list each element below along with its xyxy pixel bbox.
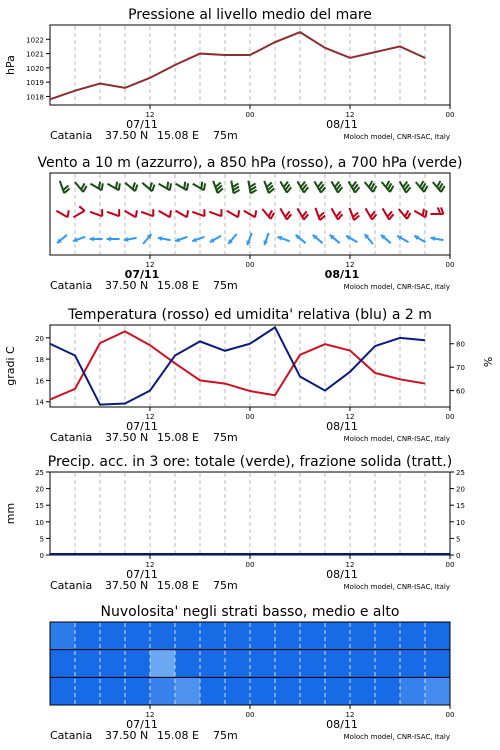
barb-shaft	[176, 211, 187, 218]
location-lat: 37.50 N	[105, 431, 149, 444]
cloud-cell	[100, 677, 126, 705]
date-label: 08/11	[326, 568, 358, 581]
barb-shaft	[280, 208, 287, 219]
barb-shaft	[331, 208, 338, 219]
wind-barb	[297, 181, 308, 192]
x-tick-label: 00	[245, 111, 255, 119]
x-tick-label: 12	[145, 413, 155, 421]
cloud-cell	[150, 622, 176, 650]
y-tick-label: 1020	[26, 64, 44, 73]
cloud-cell	[125, 650, 151, 678]
wind-barb	[262, 209, 274, 219]
y-tick-label: 1021	[26, 50, 44, 59]
pressure-point	[224, 54, 226, 56]
barb-feather	[116, 182, 117, 189]
location-alt: 75m	[213, 579, 238, 592]
x-tick-label: 12	[345, 711, 355, 719]
cloud-cell	[150, 650, 176, 678]
axis-label: hPa	[4, 55, 17, 75]
wind-barb	[280, 181, 291, 192]
y-tick-label: 10	[35, 518, 44, 527]
plot-frame	[50, 472, 450, 555]
location-name: Catania	[50, 279, 93, 292]
x-tick-label: 00	[245, 711, 255, 719]
cloud-cell	[375, 677, 401, 705]
wind-barb	[397, 236, 408, 243]
pressure-point	[124, 87, 126, 89]
cloud-cell	[300, 650, 326, 678]
y-tick-label: 20	[35, 334, 44, 343]
location-lat: 37.50 N	[105, 129, 149, 142]
model-credit: Moloch model, CNR-ISAC, Italy	[343, 435, 450, 443]
pressure-point	[149, 77, 151, 79]
cloud-cell	[325, 622, 351, 650]
wind-barb	[330, 235, 340, 243]
plot-frame	[50, 325, 450, 407]
barb-feather	[102, 183, 103, 190]
axis-label: mm	[4, 502, 17, 525]
location-lat: 37.50 N	[105, 579, 149, 592]
y-tick-label: 15	[35, 502, 44, 511]
y-tick-label: 25	[456, 469, 465, 477]
location-lat: 37.50 N	[105, 729, 149, 742]
date-label: 07/11	[126, 718, 158, 731]
y-tick-label: 20	[35, 485, 44, 494]
cloud-cell	[425, 650, 451, 678]
y-tick-label: 70	[456, 364, 465, 373]
wind-barb	[107, 209, 119, 216]
cloud-cell	[250, 677, 276, 705]
cloud-cell	[200, 677, 226, 705]
wind-barb	[57, 235, 67, 243]
cloud-cell	[50, 622, 76, 650]
cloud-cell	[175, 677, 201, 705]
cloud-cell	[75, 650, 101, 678]
barb-shaft	[244, 211, 255, 218]
cloud-cell	[100, 622, 126, 650]
model-credit: Moloch model, CNR-ISAC, Italy	[343, 733, 450, 741]
pressure-point	[299, 31, 301, 33]
wind-barb	[433, 181, 445, 192]
x-tick-label: 12	[345, 413, 355, 421]
location-alt: 75m	[213, 729, 238, 742]
y-tick-label: 14	[35, 398, 44, 407]
cloud-cell	[50, 650, 76, 678]
barb-feather	[170, 183, 171, 190]
cloud-cell	[175, 622, 201, 650]
wind-barb	[56, 210, 68, 217]
cloud-cell	[300, 677, 326, 705]
wind-barb	[383, 208, 394, 219]
wind-barb	[124, 237, 137, 242]
cloud-cell	[325, 677, 351, 705]
barb-feather	[68, 210, 69, 217]
cloud-cell	[75, 622, 101, 650]
wind-barb	[142, 183, 154, 192]
y-tick-label: 80	[456, 340, 465, 349]
wind-barb	[365, 234, 373, 244]
date-label: 07/11	[126, 568, 158, 581]
chart-title: Vento a 10 m (azzurro), a 850 hPa (rosso), a 700 hPa (verde)	[37, 155, 463, 171]
wind-barb	[90, 236, 103, 241]
barb-shaft	[60, 181, 64, 193]
cloud-cell	[250, 650, 276, 678]
cloud-cell	[400, 650, 426, 678]
pressure-line	[50, 32, 425, 99]
wind-barb	[231, 181, 239, 194]
barb-shaft	[383, 208, 390, 219]
barb-shaft	[56, 211, 67, 218]
wind-barb	[277, 236, 289, 241]
location-lon: 15.08 E	[157, 579, 199, 592]
barb-feather	[167, 182, 168, 189]
barb-feather	[99, 182, 100, 189]
date-label: 08/11	[326, 420, 358, 433]
pressure-point	[49, 98, 51, 100]
cloud-cell	[225, 677, 251, 705]
wind-barb	[331, 181, 342, 192]
wind-barb	[228, 234, 236, 244]
cloud-cell	[150, 677, 176, 705]
cloud-cell	[425, 677, 451, 705]
pressure-point	[399, 46, 401, 48]
wind-barb	[431, 236, 444, 241]
wind-barb	[382, 181, 394, 192]
wind-barb	[315, 208, 325, 220]
wind-barb	[193, 182, 205, 191]
chart-title: Nuvolosita' negli strati basso, medio e alto	[100, 604, 400, 620]
wind-barb	[209, 209, 221, 216]
wind-barb	[90, 182, 102, 191]
location-lon: 15.08 E	[157, 129, 199, 142]
x-tick-label: 00	[245, 261, 255, 269]
wind-barb	[400, 181, 411, 192]
y-tick-label: 1019	[26, 79, 44, 88]
cloud-cell	[225, 650, 251, 678]
wind-barb	[158, 236, 171, 241]
model-credit: Moloch model, CNR-ISAC, Italy	[343, 283, 450, 291]
pressure-point	[349, 57, 351, 59]
location-name: Catania	[50, 431, 93, 444]
x-tick-label: 00	[445, 261, 455, 269]
y-tick-label: 5	[456, 535, 461, 544]
wind-barb	[314, 181, 325, 192]
x-tick-label: 12	[345, 561, 355, 569]
cloud-cell	[275, 677, 301, 705]
axis-label: gradi C	[4, 346, 17, 386]
cloud-cell	[100, 650, 126, 678]
barb-feather	[79, 206, 84, 210]
cloud-cell	[350, 622, 376, 650]
x-tick-label: 12	[145, 261, 155, 269]
wind-barb	[264, 181, 274, 193]
x-tick-label: 00	[245, 561, 255, 569]
location-alt: 75m	[213, 129, 238, 142]
wind-barb	[414, 236, 425, 243]
y-tick-label: 60	[456, 387, 465, 396]
barb-feather	[238, 210, 239, 217]
cloud-cell	[300, 622, 326, 650]
x-tick-label: 00	[445, 111, 455, 119]
cloud-cell	[325, 650, 351, 678]
barb-shaft	[107, 212, 119, 216]
barb-feather	[187, 210, 188, 217]
date-label: 07/11	[126, 420, 158, 433]
x-tick-label: 00	[445, 711, 455, 719]
barb-shaft	[125, 211, 136, 218]
y-tick-label: 0	[456, 552, 461, 560]
barb-feather	[135, 185, 137, 192]
wind-barb	[280, 208, 291, 219]
barb-feather	[187, 183, 188, 190]
barb-feather	[136, 210, 137, 217]
location-name: Catania	[50, 579, 93, 592]
x-tick-label: 00	[445, 413, 455, 421]
location-lat: 37.50 N	[105, 279, 149, 292]
wind-barb	[381, 235, 391, 243]
pressure-point	[174, 64, 176, 66]
x-tick-label: 12	[345, 111, 355, 119]
y-tick-label: 16	[35, 377, 44, 386]
cloud-cell	[125, 622, 151, 650]
y-tick-label: 18	[35, 356, 44, 365]
date-label: 08/11	[326, 118, 358, 131]
wind-barb	[192, 237, 204, 242]
barb-feather	[423, 209, 424, 216]
x-tick-label: 00	[245, 413, 255, 421]
wind-barb	[176, 210, 188, 217]
y-tick-label: 15	[456, 502, 465, 511]
wind-barb	[350, 208, 360, 220]
barb-feather	[201, 182, 202, 189]
barb-feather	[426, 210, 427, 217]
wind-barb	[297, 208, 308, 219]
y-tick-label: 25	[35, 469, 44, 477]
y-tick-label: 0	[39, 552, 44, 560]
wind-barb	[125, 183, 137, 192]
model-credit: Moloch model, CNR-ISAC, Italy	[343, 133, 450, 141]
wind-barb	[246, 233, 251, 245]
y-tick-label: 10	[456, 518, 465, 527]
x-tick-label: 12	[345, 261, 355, 269]
pressure-point	[249, 54, 251, 56]
wind-barb	[430, 207, 443, 214]
wind-barb	[107, 236, 120, 241]
wind-barb	[263, 233, 268, 245]
pressure-point	[99, 83, 101, 85]
pressure-point	[199, 53, 201, 55]
cloud-cell	[75, 677, 101, 705]
y-tick-label: 1022	[26, 36, 44, 45]
barb-feather	[184, 182, 185, 189]
y-tick-label: 5	[39, 535, 44, 544]
barb-shaft	[297, 208, 304, 219]
pressure-point	[74, 90, 76, 92]
barb-shaft	[366, 208, 373, 219]
date-label: 07/11	[126, 118, 158, 131]
location-alt: 75m	[213, 279, 238, 292]
barb-shaft	[159, 211, 170, 218]
date-label: 07/11	[124, 268, 160, 281]
x-tick-label: 12	[145, 711, 155, 719]
cloud-cell	[400, 677, 426, 705]
barb-feather	[204, 183, 205, 190]
location-name: Catania	[50, 129, 93, 142]
cloud-cell	[375, 622, 401, 650]
chart-title: Pressione al livello medio del mare	[128, 7, 372, 23]
wind-barb	[175, 237, 187, 242]
cloud-cell	[275, 650, 301, 678]
wind-barb	[159, 210, 171, 217]
barb-feather	[133, 183, 135, 190]
wind-barb	[248, 181, 256, 194]
x-tick-label: 00	[445, 561, 455, 569]
x-tick-label: 12	[145, 561, 155, 569]
barb-shaft	[192, 212, 204, 216]
cloud-cell	[375, 650, 401, 678]
barb-shaft	[227, 211, 238, 218]
location-lon: 15.08 E	[157, 431, 199, 444]
wind-barb	[192, 209, 204, 216]
cloud-cell	[275, 622, 301, 650]
cloud-cell	[250, 622, 276, 650]
barb-head	[107, 236, 111, 241]
wind-barb	[416, 181, 428, 192]
date-label: 08/11	[326, 718, 358, 731]
cloud-cell	[175, 650, 201, 678]
wind-barb	[346, 236, 357, 243]
wind-barb	[313, 235, 323, 243]
wind-barb	[227, 210, 239, 217]
x-tick-label: 12	[145, 111, 155, 119]
wind-barb	[331, 208, 342, 219]
barb-feather	[170, 210, 171, 217]
temperature-line	[50, 331, 425, 399]
barb-shaft	[209, 212, 221, 216]
cloud-cell	[425, 622, 451, 650]
cloud-cell	[50, 677, 76, 705]
chart-title: Temperatura (rosso) ed umidita' relativa (blu) a 2 m	[68, 307, 432, 323]
pressure-point	[374, 51, 376, 53]
cloud-cell	[350, 650, 376, 678]
pressure-point	[324, 47, 326, 49]
barb-head	[90, 236, 94, 241]
cloud-cell	[225, 622, 251, 650]
wind-barb	[141, 209, 153, 216]
barb-feather	[255, 210, 256, 217]
wind-barb	[108, 182, 120, 191]
barb-shaft	[315, 208, 319, 220]
wind-barb	[159, 182, 171, 191]
location-alt: 75m	[213, 431, 238, 444]
pressure-point	[274, 41, 276, 43]
location-name: Catania	[50, 729, 93, 742]
chart-title: Precip. acc. in 3 ore: totale (verde), frazione solida (tratt.)	[47, 454, 453, 470]
wind-barb	[213, 181, 223, 193]
y-tick-label: 20	[456, 485, 465, 494]
cloud-cell	[400, 622, 426, 650]
wind-barb	[60, 181, 70, 193]
wind-barb	[75, 182, 87, 192]
location-lon: 15.08 E	[157, 729, 199, 742]
barb-feather	[152, 185, 154, 192]
barb-shaft	[141, 212, 153, 216]
cloud-cell	[350, 677, 376, 705]
model-credit: Moloch model, CNR-ISAC, Italy	[343, 583, 450, 591]
cloud-cell	[200, 622, 226, 650]
date-label: 08/11	[324, 268, 360, 281]
wind-barb	[296, 235, 306, 243]
cloud-cell	[200, 650, 226, 678]
wind-barb	[210, 236, 221, 243]
cloud-cell	[125, 677, 151, 705]
axis-label: %	[482, 356, 495, 368]
wind-barb	[176, 182, 188, 191]
wind-barb	[125, 210, 137, 217]
location-lon: 15.08 E	[157, 279, 199, 292]
y-tick-label: 1018	[26, 93, 44, 102]
pressure-point	[424, 57, 426, 59]
barb-feather	[119, 183, 120, 190]
